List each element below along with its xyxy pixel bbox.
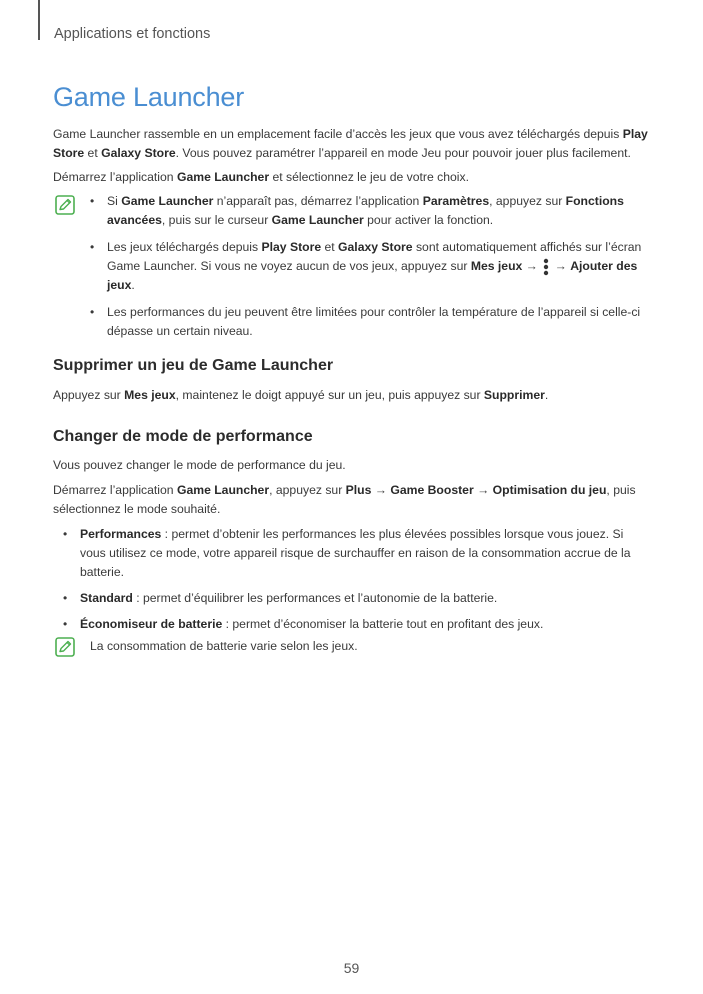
list-item: • Standard : permet d’équilibrer les performances et l’autonomie de la batterie. xyxy=(63,591,498,605)
note-icon xyxy=(55,637,75,657)
performance-paragraph-1: Vous pouvez changer le mode de performance du jeu. xyxy=(53,458,346,472)
section-divider xyxy=(38,0,40,40)
list-item: • Si Game Launcher n’apparaît pas, démarrez l’application Paramètres, appuyez sur Fonctions avancées, puis sur le curseur Game Launcher pour activer la fonction. xyxy=(90,194,624,227)
list-item: • Les jeux téléchargés depuis Play Store et Galaxy Store sont automatiquement affichés sur l’écran Game Launcher. Si vous ne voyez aucun de vos jeux, appuyez sur Mes jeux → → Ajouter des jeux. xyxy=(90,240,642,292)
page-number: 59 xyxy=(343,960,360,976)
list-item: • Performances : permet d’obtenir les performances les plus élevées possibles lorsque vous jouez. Si vous utilisez ce mode, votre appareil risque de surchauffer en raison de la consommation accrue de la batterie. xyxy=(63,527,631,579)
page-title: Game Launcher xyxy=(53,82,245,112)
modes-list xyxy=(62,525,652,634)
battery-note: La consommation de batterie varie selon les jeux. xyxy=(90,639,358,653)
performance-paragraph-2: Démarrez l’application Game Launcher, appuyez sur Plus → Game Booster → Optimisation du jeu, puis sélectionnez le mode souhaité. xyxy=(53,483,636,516)
note-list xyxy=(89,192,651,341)
section-heading-delete: Supprimer un jeu de Game Launcher xyxy=(53,357,334,374)
delete-paragraph: Appuyez sur Mes jeux, maintenez le doigt appuyé sur un jeu, puis appuyez sur Supprimer. xyxy=(53,388,549,402)
intro-paragraph-1: Game Launcher rassemble en un emplacement facile d’accès les jeux que vous avez téléchargés depuis Play Store et Galaxy Store. Vous pouvez paramétrer l’appareil en mode Jeu pour pouvoir jouer plus facilement. xyxy=(53,127,648,160)
list-item: • Les performances du jeu peuvent être limitées pour contrôler la température de l’appareil si celle-ci dépasse un certain niveau. xyxy=(90,305,641,338)
note-icon xyxy=(55,195,75,215)
more-options-icon xyxy=(541,258,551,276)
section-heading-performance: Changer de mode de performance xyxy=(53,428,313,445)
intro-paragraph-2: Démarrez l’application Game Launcher et sélectionnez le jeu de votre choix. xyxy=(53,170,469,184)
list-item: • Économiseur de batterie : permet d’économiser la batterie tout en profitant des jeux. xyxy=(63,617,544,631)
section-header: Applications et fonctions xyxy=(54,26,211,42)
